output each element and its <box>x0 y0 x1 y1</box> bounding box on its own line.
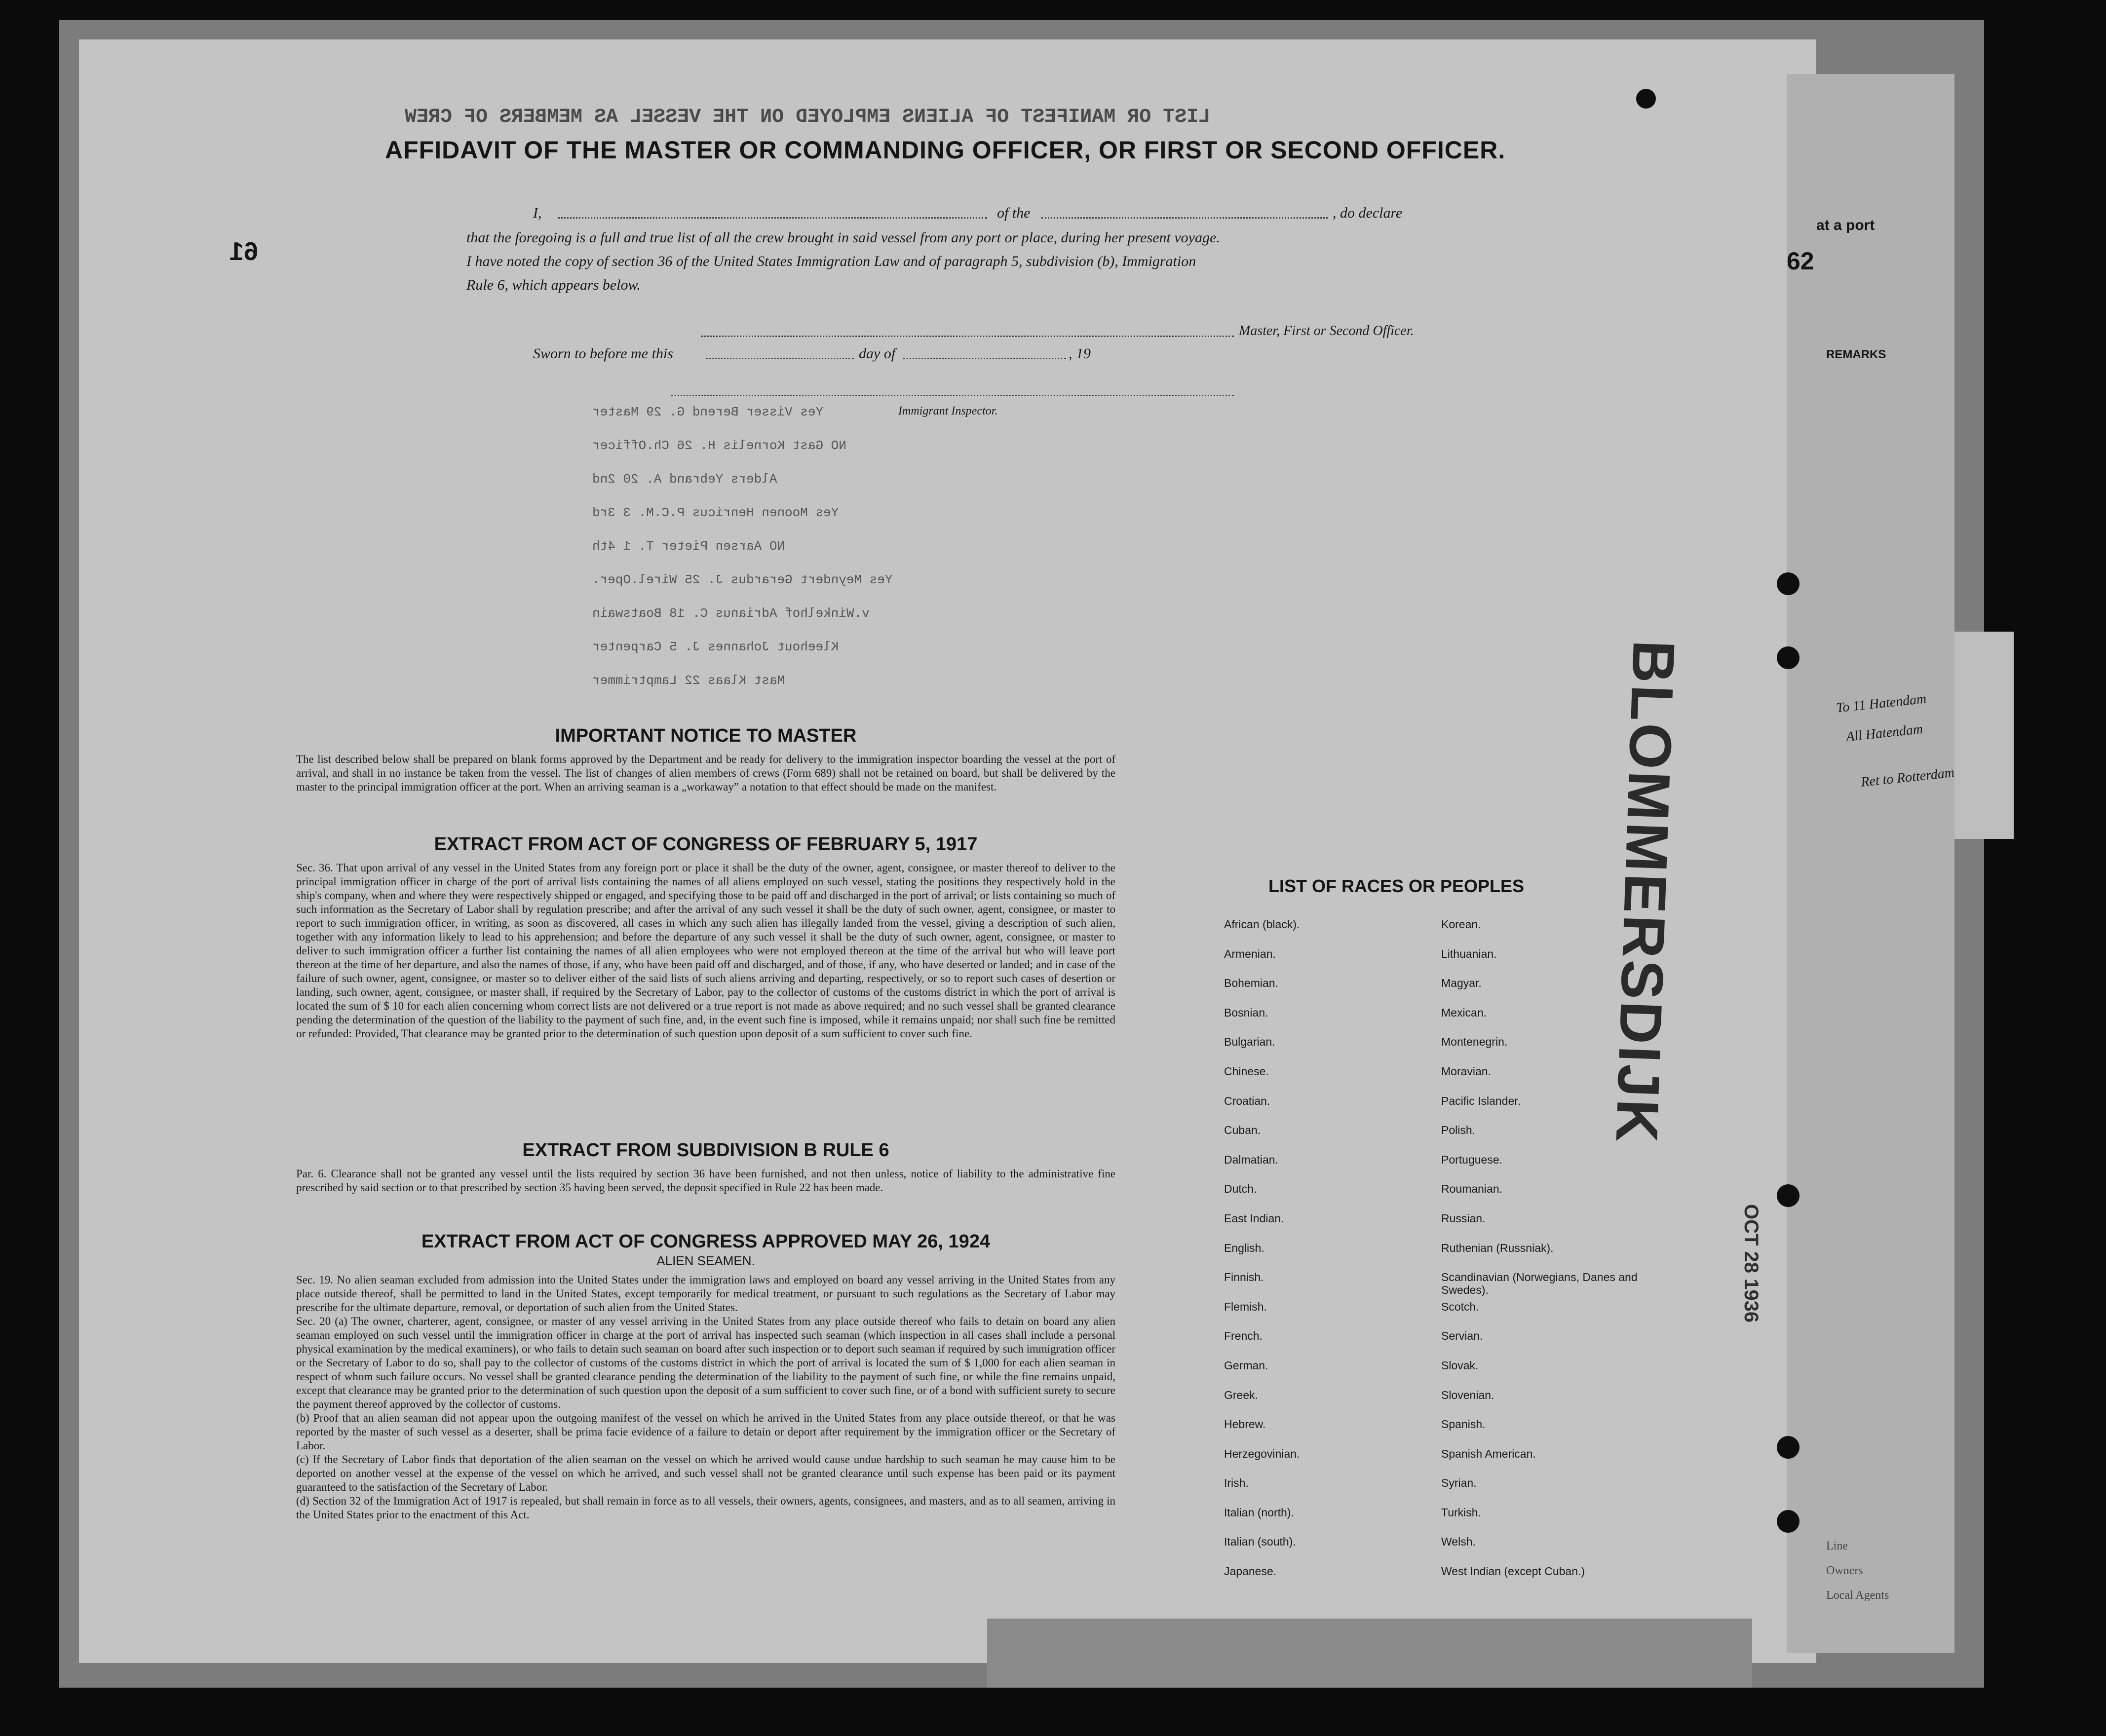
act-1924-text <box>296 1273 1115 1522</box>
line-label: Line <box>1826 1540 1848 1552</box>
race-item: Flemish. <box>1224 1300 1267 1313</box>
signature-line <box>701 336 1234 337</box>
sworn-date-line <box>706 358 854 359</box>
affidavit-line1-suffix: , do declare <box>1333 205 1403 221</box>
affidavit-line2: that the foregoing is a full and true list of all the crew brought in said vessel from any port or place, during her present voyage. <box>466 229 1220 246</box>
race-item: West Indian (except Cuban.) <box>1441 1565 1585 1578</box>
race-item: Japanese. <box>1224 1565 1277 1578</box>
race-item: Pacific Islander. <box>1441 1094 1521 1107</box>
punch-hole <box>1777 646 1800 669</box>
race-item: Scandinavian (Norwegians, Danes and Swedes). <box>1441 1271 1638 1297</box>
remarks-header: REMARKS <box>1826 348 1886 361</box>
act-1917-title: EXTRACT FROM ACT OF CONGRESS OF FEBRUARY 5, 1917 <box>434 834 978 855</box>
right-manifest-edge <box>1787 74 1954 1653</box>
race-item: Slovenian. <box>1441 1388 1494 1401</box>
act-1924-sec20b: (b) Proof that an alien seaman did not appear upon the outgoing manifest of the vessel on which he arrived in the United States from any place outside thereof, or that he was reported by the master of such vessel as a deserter, shall be prima facie evidence of a failure to detain or deport after requirement by the immigration officer or the Secretary of Labor. <box>296 1412 1115 1452</box>
race-item: Portuguese. <box>1441 1153 1503 1166</box>
race-item: Spanish. <box>1441 1418 1486 1431</box>
race-item: African (black). <box>1224 918 1300 931</box>
race-item: Finnish. <box>1224 1271 1264 1284</box>
handwritten-note-3: Ret to Rotterdam <box>1860 765 1955 790</box>
sworn-month-line <box>903 358 1066 359</box>
vessel-name-line <box>1041 217 1328 219</box>
race-item: Bulgarian. <box>1224 1035 1275 1049</box>
punch-hole <box>1777 572 1800 595</box>
race-item: Slovak. <box>1441 1359 1479 1372</box>
owners-label: Owners <box>1826 1564 1863 1577</box>
act-1924-sec20d: (d) Section 32 of the Immigration Act of 1917 is repealed, but shall remain in force as to all vessels, their owners, agents, consignees, and masters, and as to all seamen, arriving in the United States prior to the enactment of this Act. <box>296 1495 1115 1521</box>
race-item: Armenian. <box>1224 947 1276 960</box>
race-item: Korean. <box>1441 918 1481 931</box>
punch-hole <box>1636 89 1656 109</box>
right-sheet-port-label: at a port <box>1816 217 1875 233</box>
race-item: English. <box>1224 1241 1264 1254</box>
local-agents-label: Local Agents <box>1826 1589 1889 1602</box>
race-item: Scotch. <box>1441 1300 1479 1313</box>
handwritten-note-2: All Hatendam <box>1845 721 1924 745</box>
act-1924-sec19: Sec. 19. No alien seaman excluded from admission into the United States under the immigration laws and employed on board any vessel arriving in the United States from any place outside thereof, shall be permitted to land in the United States, except temporarily for medical treatment, or pursuant to such regulations as the Secretary of Labor may prescribe for the ultimate departure, removal, or deportation of such alien from the United States. <box>296 1274 1115 1314</box>
race-item: Cuban. <box>1224 1124 1261 1137</box>
right-sheet-number: 62 <box>1787 247 1814 275</box>
race-item: Dalmatian. <box>1224 1153 1278 1166</box>
master-name-line <box>558 217 987 219</box>
bleed-through-header: LIST OR MANIFEST OF ALIENS EMPLOYED ON THE VESSEL AS MEMBERS OF CREW <box>405 106 1211 128</box>
race-item: Dutch. <box>1224 1182 1257 1196</box>
race-item: Polish. <box>1441 1124 1476 1137</box>
race-item: Bohemian. <box>1224 977 1278 990</box>
sworn-prefix: Sworn to before me this <box>533 345 673 362</box>
race-item: East Indian. <box>1224 1211 1284 1225</box>
punch-hole <box>1777 1184 1800 1207</box>
race-item: Mexican. <box>1441 1006 1487 1019</box>
ghost-row: NO Aarsen Pieter T. 1 4th <box>592 539 785 554</box>
affidavit-line1-prefix: I, <box>533 205 542 221</box>
race-item: French. <box>1224 1329 1263 1343</box>
act-1917-text: Sec. 36. That upon arrival of any vessel in the United States from any foreign port or place it shall be the duty of the owner, agent, consignee, or master thereof to deliver to the principal immigration officer in charge of the port of arrival lists containing the names of all aliens employed on such vessel, stating the positions they respectively hold in the ship's company, when and where they were respectively shipped or engaged, and specifying those to be paid off and discharged in the port of arrival; or lists containing so much of such information as the Secretary of Labor shall by regulation prescribe; and after the arrival of any such vessel it shall be the duty of such owner, agent, consignee, or master to report to such immigration officer, in writing, as soon as discovered, all cases in which any such alien has illegally landed from the vessel, giving a description of such alien, together with any information likely to lead to his apprehension; and before the departure of any such vessel it shall be the duty of such owner, agent, consignee, or master to deliver to such immigration officer a further list containing the names of all alien employees who were not employed thereon at the time of the arrival but who will leave port thereon at the time of her departure, and also the names of those, if any, who have been paid off and discharged, and of those, if any, who have deserted or landed; and in case of the failure of such owner, agent, consignee, or master so to deliver either of the said lists of such aliens arriving and departing, respectively, or so to report such cases of desertion or landing, such owner, agent, consignee, or master shall, if required by the Secretary of Labor, pay to the collector of customs of the customs district in which the port of arrival is located the sum of $ 10 for each alien concerning whom correct lists are not delivered or a true report is not made as above required; and no such vessel shall be granted clearance pending the determination of the question of the liability to the payment of such fine, and, in the event such fine is imposed, while it remains unpaid; nor shall such fine be remitted or refunded: Provided, That clearance may be granted prior to the determination of such question upon deposit of a sum sufficient to cover such fine. <box>296 862 1115 1040</box>
vessel-name-stamp: BLOMMERSDIJK <box>1603 639 1687 1145</box>
sworn-year: , 19 <box>1069 345 1091 362</box>
race-item: Lithuanian. <box>1441 947 1497 960</box>
ghost-row: v.Winkelhof Adrianus C. 18 Boatswain <box>592 606 870 621</box>
race-item: Moravian. <box>1441 1064 1491 1078</box>
ghost-row: NO Gast Kornelis H. 26 Ch.Officer <box>592 438 846 453</box>
race-item: Ruthenian (Russniak). <box>1441 1241 1554 1254</box>
ghost-row: Yes Visser Berend G. 29 Master <box>592 405 824 419</box>
handwritten-note-1: To 11 Hatendam <box>1835 691 1927 716</box>
race-item: Spanish American. <box>1441 1447 1536 1460</box>
rule-6-title: EXTRACT FROM SUBDIVISION B RULE 6 <box>522 1140 889 1161</box>
ghost-row: Mast Klaas 22 Lamptrimmer <box>592 673 785 688</box>
race-item: Bosnian. <box>1224 1006 1268 1019</box>
inspector-line <box>671 395 1234 396</box>
race-item: Montenegrin. <box>1441 1035 1508 1049</box>
race-item: Greek. <box>1224 1388 1259 1401</box>
affidavit-line3: I have noted the copy of section 36 of the United States Immigration Law and of paragraph 5, subdivision (b), Immigration <box>466 253 1196 269</box>
race-item: Welsh. <box>1441 1535 1476 1548</box>
race-item: German. <box>1224 1359 1268 1372</box>
date-stamp: OCT 28 1936 <box>1740 1204 1762 1323</box>
race-item: Chinese. <box>1224 1064 1269 1078</box>
race-item: Italian (south). <box>1224 1535 1296 1548</box>
act-1924-sec20c: (c) If the Secretary of Labor finds that deportation of the alien seaman on the vessel on which he arrived would cause undue hardship to such seaman he may cause him to be deported on another vessel at the expense of the vessel on which he arrived, and such vessel shall not be granted clearance until such expense has been paid or its payment guaranteed to the satisfaction of the Secretary of Labor. <box>296 1453 1115 1493</box>
act-1924-subtitle: ALIEN SEAMEN. <box>656 1253 755 1268</box>
act-1924-sec20a: Sec. 20 (a) The owner, charterer, agent, consignee, or master of any vessel arriving in the United States from any place outside thereof who fails to detain on board any alien seaman employed on such vessel until the immigration officer in charge at the port of arrival has inspected such seaman (which inspection in all cases shall include a personal physical examination by the medical examiners), or who fails to detain such seaman on board after such inspection or to deport such seaman if required by such immigration officer or the Secretary of Labor to do so, shall pay to the collector of customs of the customs district in which the port of arrival is located the sum of $ 1,000 for each alien seaman in respect of whom such failure occurs. No vessel shall be granted clearance pending the determination of the liability to the payment of such fine, or while the fine remains unpaid, except that clearance may be granted prior to the determination of such question upon the deposit of a sum sufficient to cover such fine, or of a bond with sufficient surety to secure the payment thereof approved by the collector of customs. <box>296 1315 1115 1410</box>
rule-6-text: Par. 6. Clearance shall not be granted any vessel until the lists required by section 36 have been furnished, and not then unless, notice of liability to the administrative fine prescribed by said section or to that prescribed by section 35 having been served, the deposit specified in Rule 22 has been made. <box>296 1168 1115 1194</box>
affidavit-line1-of: of the <box>997 205 1031 221</box>
notice-text: The list described below shall be prepared on blank forms approved by the Department and be ready for delivery to the immigration inspector boarding the vessel at the port of arrival, and shall in no instance be taken from the vessel. The list of changes of alien members of crews (Form 689) shall not be retained on board, but shall be delivered by the master to the principal immigration officer at the port. When an arriving seaman is a „workaway” a notation to that effect should be made on the manifest. <box>296 753 1115 793</box>
punch-hole <box>1777 1436 1800 1459</box>
race-item: Herzegovinian. <box>1224 1447 1300 1460</box>
race-item: Croatian. <box>1224 1094 1270 1107</box>
bottom-page-edge <box>987 1619 1752 1688</box>
race-item: Hebrew. <box>1224 1418 1266 1431</box>
race-item: Turkish. <box>1441 1506 1481 1519</box>
race-item: Servian. <box>1441 1329 1483 1343</box>
races-title: LIST OF RACES OR PEOPLES <box>1268 876 1525 896</box>
race-item: Russian. <box>1441 1211 1486 1225</box>
affidavit-title: AFFIDAVIT OF THE MASTER OR COMMANDING OFFICER, OR FIRST OR SECOND OFFICER. <box>385 136 1506 164</box>
right-tab-edge <box>1954 632 2014 839</box>
race-item: Syrian. <box>1441 1476 1477 1490</box>
inspector-caption: Immigrant Inspector. <box>898 405 998 417</box>
bleed-through-rows <box>592 405 1678 711</box>
race-item: Magyar. <box>1441 977 1482 990</box>
affidavit-line4: Rule 6, which appears below. <box>466 277 641 293</box>
punch-hole <box>1777 1510 1800 1533</box>
notice-title: IMPORTANT NOTICE TO MASTER <box>555 725 857 746</box>
race-item: Irish. <box>1224 1476 1249 1490</box>
ghost-row: Yes Meyndert Gerardus J. 25 Wirel.Oper. <box>592 572 893 587</box>
ghost-row: Kleehout Johannes J. 5 Carpenter <box>592 640 839 654</box>
race-item: Roumanian. <box>1441 1182 1503 1196</box>
sworn-day: day of <box>859 345 896 362</box>
ghost-row: Yes Moonen Henricus P.C.M. 3 3rd <box>592 505 839 520</box>
signature-caption: Master, First or Second Officer. <box>1239 323 1414 339</box>
left-sheet-number: 61 <box>230 237 258 266</box>
act-1924-title: EXTRACT FROM ACT OF CONGRESS APPROVED MAY 26, 1924 <box>421 1231 991 1252</box>
race-item: Italian (north). <box>1224 1506 1294 1519</box>
ghost-row: Alders Yebrand A. 20 2nd <box>592 472 777 487</box>
